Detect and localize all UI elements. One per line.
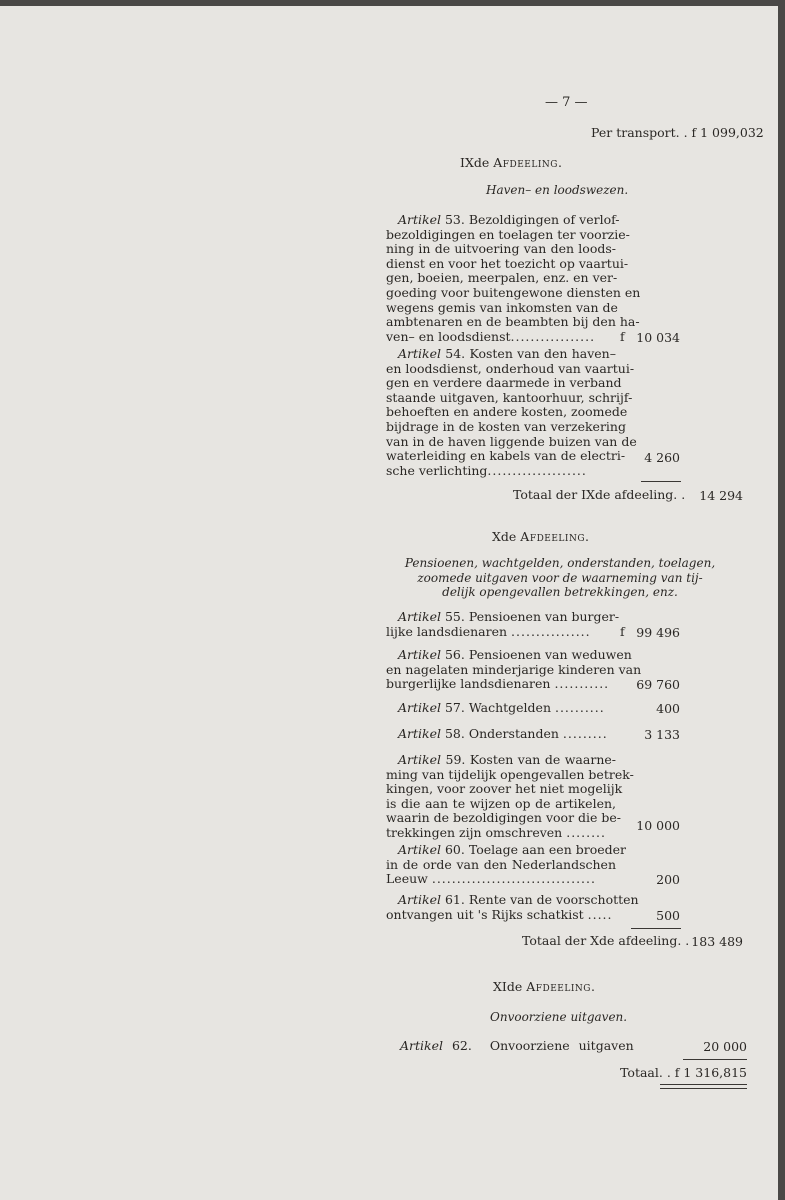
section-xi-word: Afdeeling. (526, 979, 596, 994)
artikel-56-line-2: en nagelaten minderjarige kinderen van (386, 661, 642, 677)
section-xi-subtitle: Onvoorziene uitgaven. (490, 1010, 628, 1024)
artikel-53-line-6: goeding voor buitengewone diensten en (386, 284, 641, 300)
artikel-54-line-2: en loodsdienst, onderhoud van vaartui- (386, 360, 635, 376)
section-x-subtitle-line-2: zoomede uitgaven voor de waarneming van tij- (417, 570, 703, 585)
grand-total-rule-1 (660, 1084, 747, 1085)
scan-border-top (0, 0, 785, 6)
artikel-53-line-4: dienst en voor het toezicht op vaartui- (386, 255, 629, 271)
artikel-56-line-1: Artikel 56. Pensioenen van weduwen (398, 647, 632, 662)
grand-sum-rule (683, 1059, 747, 1060)
artikel-53 (386, 212, 641, 344)
section-xi-heading (493, 980, 595, 995)
artikel-58-amount: 3 133 (644, 727, 680, 742)
page-number: — 7 — (545, 95, 588, 110)
artikel-54-line-8: waterleiding en kabels van de electri- (386, 448, 626, 464)
section-ix-heading (460, 156, 562, 171)
artikel-59-line-2: ming van tijdelijk opengevallen betrek- (386, 766, 634, 782)
section-x-heading (492, 530, 590, 545)
artikel-59-line-4: is die aan te wijzen op de artikelen, (386, 795, 616, 811)
artikel-61-line-2: ontvangen uit 's Rijks schatkist ..... (386, 906, 613, 922)
section-x-subtitle-line-1: Pensioenen, wachtgelden, onderstanden, toelagen, (404, 556, 716, 570)
artikel-53-currency: f (620, 329, 625, 344)
artikel-56-amount: 69 760 (636, 677, 680, 692)
transport-line: Per transport. . f 1 099,032 (591, 125, 764, 140)
artikel-53-line-3: ning in de uitvoering van den loods- (386, 241, 616, 257)
section-x-sum-rule (631, 928, 681, 929)
section-ix-subtitle: Haven– en loodswezen. (486, 183, 629, 197)
artikel-53-line-9: ven– en loodsdienst................. (386, 328, 596, 344)
section-ix-prefix: IXde (460, 155, 490, 170)
artikel-61-line-1: Artikel 61. Rente van de voorschotten (398, 892, 639, 907)
section-x-word: Afdeeling. (520, 529, 590, 544)
artikel-59-amount: 10 000 (636, 818, 680, 833)
section-x-total-amount: 183 489 (691, 934, 743, 949)
artikel-60-line-1: Artikel 60. Toelage aan een broeder (398, 842, 626, 857)
artikel-53-line-7: wegens gemis van inkomsten van de (386, 299, 618, 315)
section-x-prefix: Xde (492, 529, 517, 544)
section-ix-total-amount: 14 294 (699, 488, 743, 503)
artikel-55-currency: f (620, 624, 625, 639)
artikel-62: Artikel 62. Onvoorziene uitgaven (400, 1038, 634, 1053)
artikel-54-line-3: gen en verdere daarmede in verband (386, 375, 622, 391)
artikel-53-line-2: bezoldigingen en toelagen ter voorzie- (386, 226, 630, 242)
section-ix-word: Afdeeling. (493, 155, 563, 170)
artikel-62-amount: 20 000 (703, 1039, 747, 1054)
section-ix-sum-rule (641, 481, 681, 482)
artikel-53-line-5: gen, boeien, meerpalen, enz. en ver- (386, 270, 618, 286)
artikel-54-amount: 4 260 (644, 450, 680, 465)
artikel-60 (386, 842, 626, 887)
artikel-59-line-6: trekkingen zijn omschreven ........ (386, 824, 607, 840)
artikel-61 (386, 892, 639, 922)
scan-border-right (778, 0, 785, 1200)
artikel-59 (386, 752, 634, 841)
section-x-subtitle (400, 556, 720, 600)
artikel-55 (386, 609, 620, 639)
artikel-56-line-3: burgerlijke landsdienaren ........... (386, 676, 610, 692)
artikel-55-line-1: Artikel 55. Pensioenen van burger- (398, 609, 620, 624)
artikel-59-line-5: waarin de bezoldigingen voor die be- (386, 810, 622, 826)
artikel-54-line-1: Artikel 54. Kosten van den haven– (398, 346, 616, 361)
artikel-56 (386, 647, 642, 692)
artikel-58: Artikel 58. Onderstanden ......... (398, 726, 608, 741)
artikel-55-amount: 99 496 (636, 625, 680, 640)
artikel-60-line-3: Leeuw ................................. (386, 871, 596, 887)
artikel-54-line-6: bijdrage in de kosten van verzekering (386, 418, 626, 434)
section-xi-prefix: XIde (493, 979, 523, 994)
artikel-54 (386, 346, 637, 478)
section-ix-total-label: Totaal der IXde afdeeling. . (513, 487, 686, 502)
artikel-53-line-8: ambtenaren en de beambten bij den ha- (386, 314, 640, 330)
section-x-total-label: Totaal der Xde afdeeling. . (522, 933, 690, 948)
artikel-53-line-1: Artikel 53. Bezoldigingen of verlof- (398, 212, 620, 227)
artikel-54-line-9: sche verlichting.................... (386, 462, 587, 478)
artikel-55-line-2: lijke landsdienaren ................ (386, 623, 591, 639)
artikel-57-amount: 400 (656, 701, 680, 716)
artikel-53-amount: 10 034 (636, 330, 680, 345)
artikel-54-line-4: staande uitgaven, kantoorhuur, schrijf- (386, 389, 633, 405)
artikel-60-line-2: in de orde van den Nederlandschen (386, 856, 616, 872)
artikel-57: Artikel 57. Wachtgelden .......... (398, 700, 605, 715)
grand-total-rule-2 (660, 1088, 747, 1089)
artikel-54-line-7: van in de haven liggende buizen van de (386, 433, 637, 449)
artikel-61-amount: 500 (656, 908, 680, 923)
artikel-54-line-5: behoeften en andere kosten, zoomede (386, 404, 628, 420)
grand-total: Totaal. . f 1 316,815 (620, 1065, 747, 1080)
artikel-59-line-3: kingen, voor zoover het niet mogelijk (386, 781, 623, 797)
section-x-subtitle-line-3: delijk opengevallen betrekkingen, enz. (442, 585, 678, 600)
artikel-59-line-1: Artikel 59. Kosten van de waarne- (398, 752, 616, 767)
artikel-60-amount: 200 (656, 872, 680, 887)
